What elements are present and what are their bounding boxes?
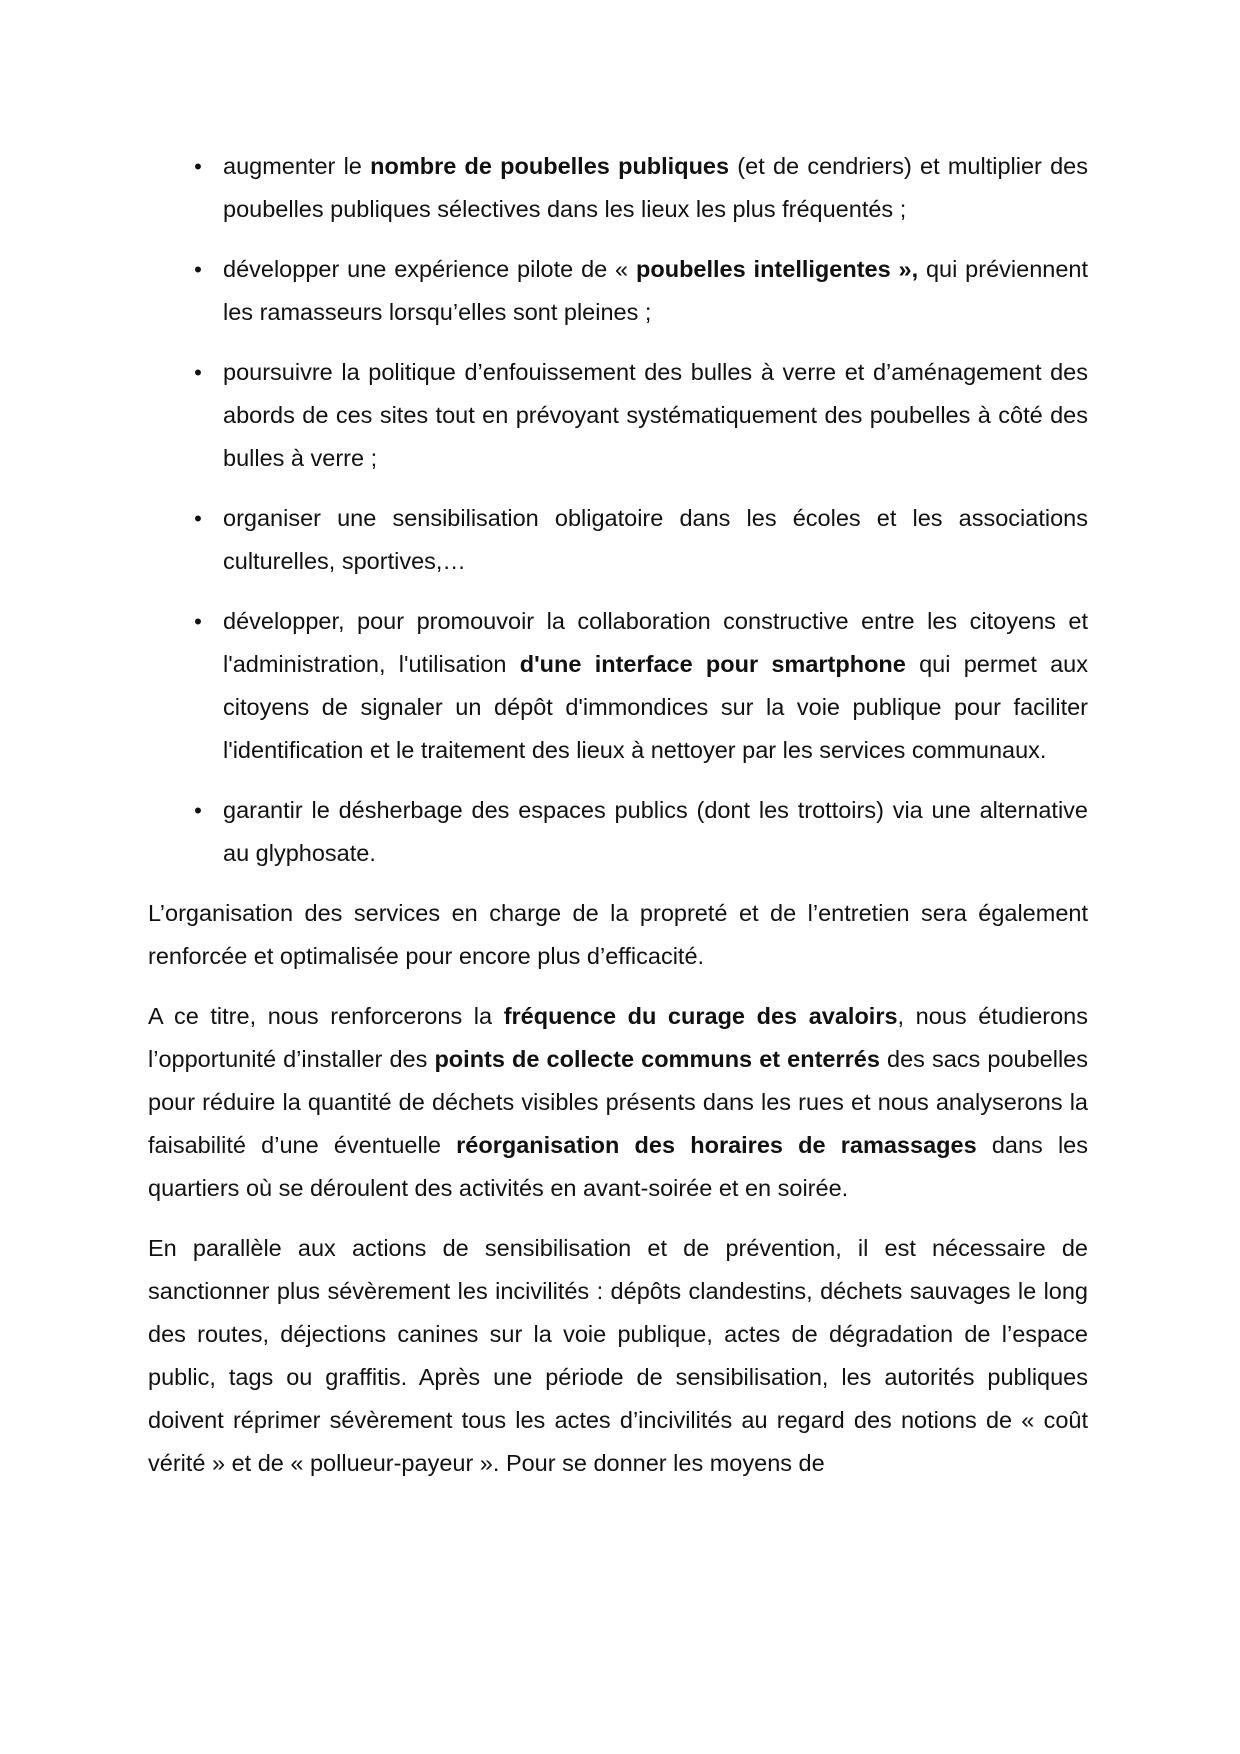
text-run: organiser une sensibilisation obligatoire dans les écoles et les associations culturelles, sportives,… <box>223 505 1088 574</box>
bold-text: réorganisation des horaires de ramassages <box>456 1132 977 1158</box>
document-body <box>148 145 1088 1502</box>
bold-text: fréquence du curage des avaloirs <box>503 1003 898 1029</box>
bullet-dot-icon: • <box>194 506 202 531</box>
text-run: qui préviennent les ramasseurs lorsqu’elles sont pleines ; <box>223 256 1088 325</box>
bold-text: points de collecte communs et enterrés <box>434 1046 880 1072</box>
paragraph-container <box>148 892 1088 1485</box>
text-run: , nous étudierons l’opportunité d’installer des <box>148 1003 1088 1072</box>
text-run: développer, pour promouvoir la collaboration constructive entre les citoyens et l'administration, l'utilisation <box>223 608 1088 677</box>
bullet-text <box>223 359 1088 471</box>
bullet-dot-icon: • <box>194 360 202 385</box>
text-run: développer une expérience pilote de « <box>223 256 636 282</box>
text-run: des sacs poubelles pour réduire la quantité de déchets visibles présents dans les rues et nous analyserons la faisabilité d’une éventuelle <box>148 1046 1089 1158</box>
bullet-item <box>148 351 1088 480</box>
paragraph <box>148 1227 1088 1485</box>
bullet-item <box>148 248 1088 334</box>
text-run: (et de cendriers) et multiplier des poubelles publiques sélectives dans les lieux les plus fréquentés ; <box>223 153 1088 222</box>
text-run: qui permet aux citoyens de signaler un dépôt d'immondices sur la voie publique pour faciliter l'identification et le traitement des lieux à nettoyer par les services communaux. <box>223 651 1088 763</box>
text-run: L’organisation des services en charge de la propreté et de l’entretien sera également renforcée et optimalisée pour encore plus d’efficacité. <box>148 900 1088 969</box>
bold-text: d'une interface pour smartphone <box>519 651 906 677</box>
paragraph <box>148 995 1088 1210</box>
text-run: garantir le désherbage des espaces publics (dont les trottoirs) via une alternative au glyphosate. <box>223 797 1088 866</box>
bullet-text <box>223 256 1088 325</box>
bullet-text <box>223 505 1088 574</box>
text-run: A ce titre, nous renforcerons la <box>148 1003 504 1029</box>
bullet-text <box>223 797 1088 866</box>
text-run: poursuivre la politique d’enfouissement des bulles à verre et d’aménagement des abords de ces sites tout en prévoyant systématiquement des poubelles à côté des bulles à verre ; <box>223 359 1088 471</box>
bullet-dot-icon: • <box>194 154 202 179</box>
text-run: En parallèle aux actions de sensibilisation et de prévention, il est nécessaire de sanctionner plus sévèrement les incivilités : dépôts clandestins, déchets sauvages le long des routes, déjections canines sur la voie publique, actes de dégradation de l’espace public, tags ou graffitis. Après une période de sensibilisation, les autorités publiques doivent réprimer sévèrement tous les actes d’incivilités au regard des notions de « coût vérité » et de « pollueur-payeur ». Pour se donner les moyens de <box>148 1235 1088 1476</box>
text-run: augmenter le <box>223 153 371 179</box>
bullet-text <box>223 153 1088 222</box>
bold-text: nombre de poubelles publiques <box>370 153 730 179</box>
bullet-dot-icon: • <box>194 257 202 282</box>
bullet-dot-icon: • <box>194 798 202 823</box>
bullet-dot-icon: • <box>194 609 202 634</box>
text-run: dans les quartiers où se déroulent des activités en avant-soirée et en soirée. <box>148 1132 1088 1201</box>
paragraph <box>148 892 1088 978</box>
bullet-item <box>148 600 1088 772</box>
bullet-item <box>148 497 1088 583</box>
bullet-text <box>223 608 1088 763</box>
bold-text: poubelles intelligentes », <box>636 256 919 282</box>
bullet-list <box>148 145 1088 875</box>
bullet-item <box>148 789 1088 875</box>
bullet-item <box>148 145 1088 231</box>
